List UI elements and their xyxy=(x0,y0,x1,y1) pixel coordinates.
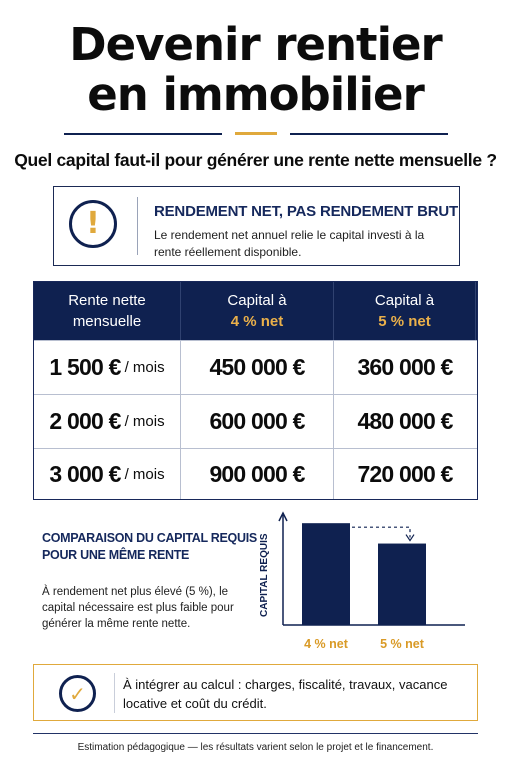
column-header-capital-4 xyxy=(181,282,334,340)
decrease-arrow xyxy=(352,527,410,537)
rent-cell xyxy=(34,341,181,394)
capital-5-cell: 360 000 € xyxy=(357,354,453,380)
divider-right xyxy=(290,133,448,135)
note-separator xyxy=(114,673,115,713)
capital-4-cell: 600 000 € xyxy=(181,395,334,448)
rent-unit: / mois xyxy=(124,465,165,483)
capital-5-cell: 480 000 € xyxy=(357,408,453,434)
bar-2 xyxy=(378,544,426,625)
rent-cell xyxy=(34,395,181,448)
rent-cell xyxy=(34,449,181,499)
category-label: 4 % net xyxy=(304,637,348,651)
check-icon: ✓ xyxy=(59,675,96,712)
capital-4-cell: 450 000 € xyxy=(181,341,334,394)
rent-value: 2 000 € xyxy=(49,408,121,434)
capital-comparison-chart xyxy=(255,505,475,655)
y-axis-label: CAPITAL REQUIS xyxy=(259,533,270,617)
info-callout xyxy=(53,186,460,266)
rent-unit: / mois xyxy=(124,413,165,430)
column-header-capital-5 xyxy=(334,282,476,340)
capital-4-cell: 900 000 € xyxy=(181,449,334,499)
header-rate: 4 % net xyxy=(230,313,284,330)
comparison-heading: COMPARAISON DU CAPITAL REQUIS POUR UNE MÊME RENTE xyxy=(42,531,257,562)
rent-value: 1 500 € xyxy=(49,354,121,380)
rent-unit: / mois xyxy=(124,359,165,376)
reminder-note xyxy=(33,664,478,721)
table-row xyxy=(34,394,477,448)
header-line: Capital à xyxy=(374,292,435,309)
footer-disclaimer: Estimation pédagogique — les résultats varient selon le projet et le financement. xyxy=(77,742,434,753)
callout-heading: RENDEMENT NET, PAS RENDEMENT BRUT xyxy=(154,203,458,220)
title-line-1: Devenir rentier xyxy=(69,18,442,71)
header-rate: 5 % net xyxy=(378,313,431,330)
column-header-rent xyxy=(34,282,181,340)
callout-separator xyxy=(137,197,138,255)
footer-rule xyxy=(33,733,478,734)
title-line-2: en immobilier xyxy=(87,68,424,121)
header-line: Capital à xyxy=(227,292,287,309)
divider-accent xyxy=(235,132,277,135)
header-line: mensuelle xyxy=(72,313,142,330)
table-header-row xyxy=(34,282,477,340)
callout-text: Le rendement net annuel relie le capital investi à la rente réellement disponible. xyxy=(154,228,425,259)
note-text: À intégrer au calcul : charges, fiscalité, travaux, vacance locative et coût du crédit. xyxy=(123,677,448,711)
category-label: 5 % net xyxy=(380,637,424,651)
comparison-text: À rendement net plus élevé (5 %), le capital nécessaire est plus faible pour générer la même rente nette. xyxy=(42,586,234,630)
table-row xyxy=(34,340,477,394)
bar-1 xyxy=(302,523,350,625)
capital-5-cell: 720 000 € xyxy=(357,460,453,487)
capital-table xyxy=(33,281,478,500)
divider-left xyxy=(64,133,222,135)
rent-value: 3 000 € xyxy=(49,460,121,487)
header-line: Rente nette xyxy=(68,292,146,309)
page-title xyxy=(0,20,511,120)
table-row xyxy=(34,448,477,499)
exclamation-icon: ! xyxy=(69,200,117,248)
subtitle: Quel capital faut-il pour générer une rente nette mensuelle ? xyxy=(14,150,497,170)
